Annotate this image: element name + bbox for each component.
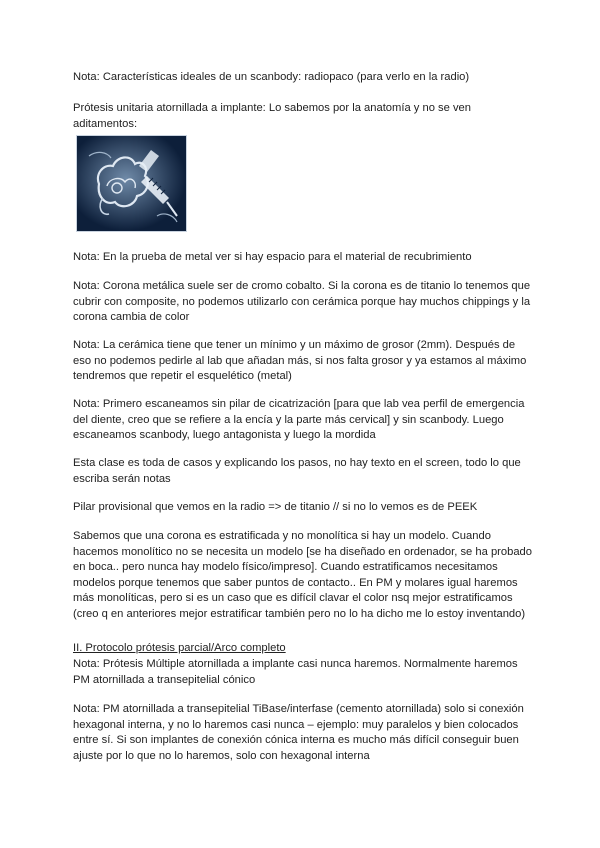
section-heading: II. Protocolo prótesis parcial/Arco completo bbox=[73, 642, 286, 654]
note-multiple-prosthesis: Nota: Prótesis Múltiple atornillada a implante casi nunca haremos. Normalmente haremos PM atornillada a transepitelial cónico bbox=[73, 658, 518, 686]
xray-image bbox=[76, 135, 187, 232]
note-scanning-order: Nota: Primero escaneamos sin pilar de cicatrización [para que lab vea perfil de emergencia del diente, creo que se refiere a la encía y la parte más cervical] y sin scanbody. Luego escaneamos scanbody, luego antagonista y luego la mordida bbox=[73, 398, 525, 442]
note-metal-test: Nota: En la prueba de metal ver si hay espacio para el material de recubrimiento bbox=[73, 251, 472, 263]
note-provisional-abutment: Pilar provisional que vemos en la radio => de titanio // si no lo vemos es de PEEK bbox=[73, 501, 478, 513]
note-stratified-vs-monolithic: Sabemos que una corona es estratificada y no monolítica si hay un modelo. Cuando hacemos monolítico no se necesita un modelo [se ha diseñado en ordenador, se ha probado en boca.. pero nunca hay modelo físico/impreso]. Cuando estratificamos necesitamos modelos porque tenemos que saber puntos de contacto.. En PM y molares igual haremos más monolíticas, pero si es un caso que es difícil clavar el color nsq mejor estratificamos (creo q en anteriores mejor estratificar también pero no lo ha dicho me lo estoy inventando) bbox=[73, 530, 532, 620]
note-ceramic-thickness: Nota: La cerámica tiene que tener un mínimo y un máximo de grosor (2mm). Después de eso no podemos pedirle al lab que añadan más, si nos falta grosor y ya estamos al máximo tendremos que repetir el esquelético (metal) bbox=[73, 339, 527, 383]
xray-illustration bbox=[77, 136, 186, 231]
note-scanbody: Nota: Características ideales de un scanbody: radiopaco (para verlo en la radio) bbox=[73, 71, 470, 83]
note-unitary-prosthesis: Prótesis unitaria atornillada a implante: Lo sabemos por la anatomía y no se ven aditamentos: bbox=[73, 102, 472, 130]
note-class-cases: Esta clase es toda de casos y explicando los pasos, no hay texto en el screen, todo lo que escriba serán notas bbox=[73, 457, 521, 485]
note-metal-crown: Nota: Corona metálica suele ser de cromo cobalto. Si la corona es de titanio lo tenemos que cubrir con composite, no podemos utilizarlo con cerámica porque hay muchos chippings y la corona cambia de color bbox=[73, 280, 531, 324]
note-tibase-connection: Nota: PM atornillada a transepitelial TiBase/interfase (cemento atornillada) solo si conexión hexagonal interna, y no lo haremos casi nunca – ejemplo: muy paralelos y bien colocados entre sí. Si son implantes de conexión cónica interna es mucho más difícil conseguir buen ajuste por lo que no lo haremos, solo con hexagonal interna bbox=[73, 703, 524, 762]
